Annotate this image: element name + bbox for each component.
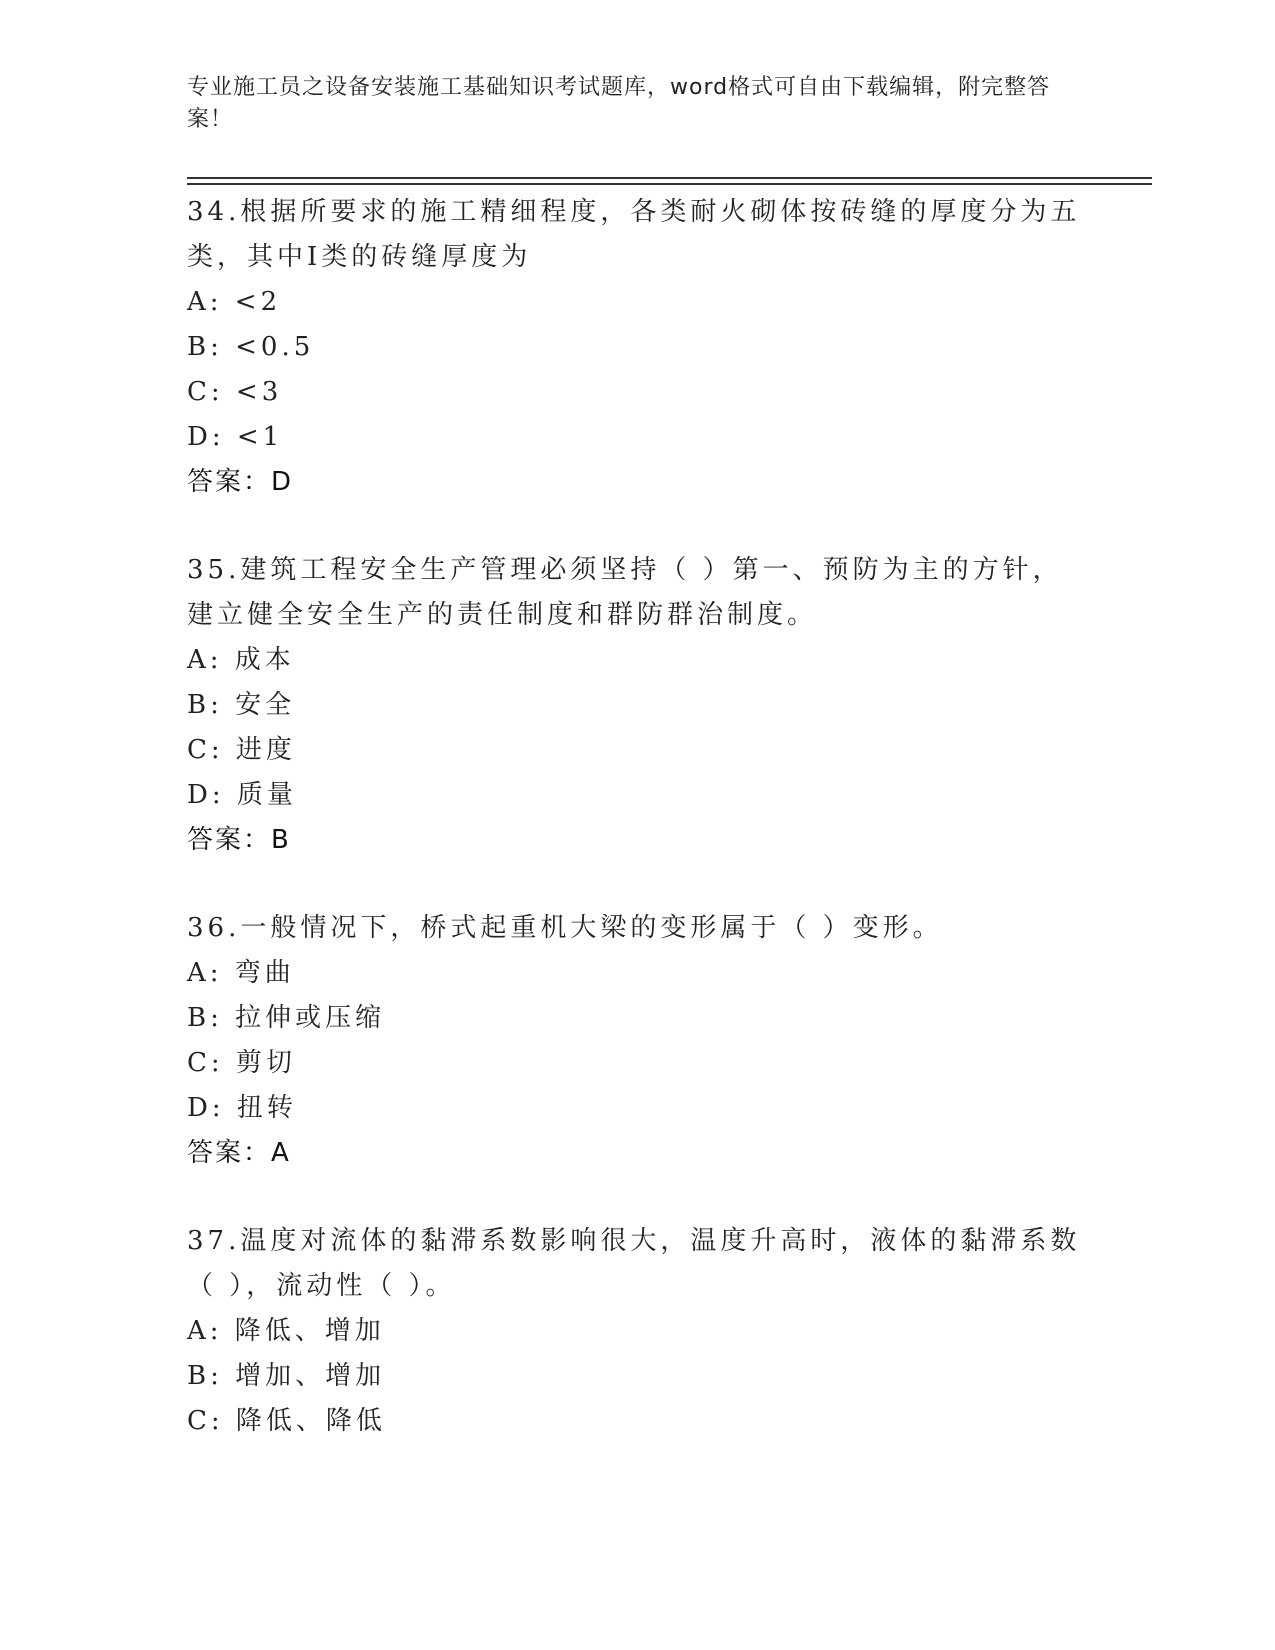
header-divider-bottom [187,183,1152,185]
question-stem: 34.根据所要求的施工精细程度，各类耐火砌体按砖缝的厚度分为五类，其中Ⅰ类的砖缝厚度为 [187,197,1081,272]
option-b: B: 安全 [187,690,296,720]
question-37 [187,1219,1087,1444]
option-a: A: <2 [187,287,282,317]
option-a: A: 降低、增加 [187,1316,385,1346]
question-35 [187,548,1087,862]
option-b: B: 拉伸或压缩 [187,1003,386,1033]
option-a: A: 弯曲 [187,958,295,988]
question-stem: 37.温度对流体的黏滞系数影响很大，温度升高时，液体的黏滞系数（ ），流动性（ ）。 [187,1226,1081,1301]
document-header: 专业施工员之设备安装施工基础知识考试题库，word格式可自由下载编辑，附完整答案！ [187,75,1051,132]
option-d: D: 质量 [187,780,297,810]
option-b: B: <0.5 [187,332,315,362]
option-d: D: 扭转 [187,1093,297,1123]
answer: 答案：B [187,825,291,855]
option-d: D: <1 [187,422,284,452]
option-c: C: 剪切 [187,1048,296,1078]
option-c: C: 降低、降低 [187,1406,386,1436]
question-list [187,190,1087,1444]
question-stem: 36.一般情况下，桥式起重机大梁的变形属于（ ）变形。 [187,913,943,943]
question-34 [187,190,1087,504]
option-a: A: 成本 [187,645,295,675]
option-c: C: 进度 [187,735,296,765]
question-36 [187,906,1087,1175]
option-b: B: 增加、增加 [187,1361,386,1391]
answer: 答案：A [187,1138,291,1168]
option-c: C: <3 [187,377,283,407]
header-divider-top [187,177,1152,179]
question-stem: 35.建筑工程安全生产管理必须坚持（ ）第一、预防为主的方针，建立健全安全生产的责任制度和群防群治制度。 [187,555,1063,630]
answer: 答案：D [187,467,294,497]
